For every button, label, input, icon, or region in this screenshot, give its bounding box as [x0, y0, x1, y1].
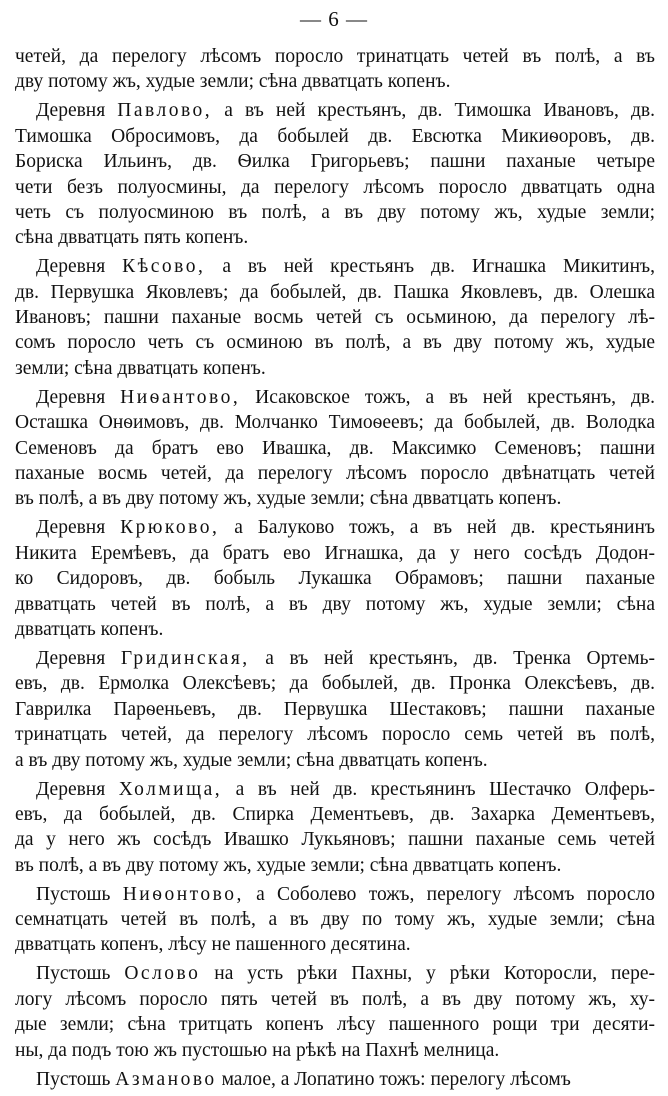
text-line: ны, да подъ тою жъ пустошью на рѣкѣ на Пахнѣ мелница. [15, 1039, 500, 1061]
text-line: тринатцать четей, да перелогу лѣсомъ поросло семь четей въ полѣ, [15, 724, 655, 746]
text-line: двватцать копенъ, лѣсу не пашенного десятина. [15, 934, 411, 956]
page-number: — 6 — [300, 7, 368, 31]
paragraph [15, 44, 655, 95]
text-line: Деревня Гридинская, а въ ней крестьянъ, дв. Тренка Ортемь- [36, 647, 655, 669]
text-line: Пустошь Ниѳонтово, а Соболево тожъ, перелогу лѣсомъ поросло [36, 883, 655, 905]
place-name: Холмища, [118, 778, 223, 800]
place-name: Ослово [124, 963, 201, 985]
paragraph [15, 1067, 655, 1092]
text-line: Семеновъ да братъ ево Ивашка, дв. Максимко Семеновъ; пашни [15, 437, 655, 459]
paragraph [15, 882, 655, 958]
text-line: семнатцать четей въ полѣ, а въ дву по тому жъ, худые земли; сѣна [15, 909, 655, 931]
place-name: Азманово [115, 1068, 217, 1090]
paragraph [15, 98, 655, 250]
text-line: чети безъ полуосмины, да перелогу лѣсомъ поросло двватцать одна [15, 176, 655, 198]
text-line: въ полѣ, а въ дву потому жъ, худые земли; сѣна двватцать копенъ. [15, 854, 562, 876]
place-name: Кѣсово, [122, 256, 206, 278]
text-line: да у него жъ сосѣдъ Ивашко Лукьяновъ; пашни паханые семь четей [15, 829, 655, 851]
paragraph [15, 254, 655, 381]
place-name: Ниѳонтово, [122, 883, 244, 905]
text-line: дву потому жъ, худые земли; сѣна двватцать копенъ. [15, 71, 451, 93]
text-line: въ полѣ, а въ дву потому жъ, худые земли; сѣна двватцать копенъ. [15, 488, 562, 510]
text-line: ко Сидоровъ, дв. бобыль Лукашка Обрамовъ; пашни паханые [15, 568, 655, 590]
place-name: Ниѳантово, [120, 386, 241, 408]
text-line: дв. Первушка Яковлевъ; да бобылей, дв. Пашка Яковлевъ, дв. Олешка [15, 281, 655, 303]
document-body [15, 44, 655, 1096]
place-name: Крюково, [120, 517, 220, 539]
text-line: земли; сѣна двватцать копенъ. [15, 357, 266, 379]
text-line: двватцать четей въ полѣ, а въ дву потому жъ, худые земли; сѣна [15, 593, 655, 615]
place-name: Гридинская, [120, 647, 250, 669]
text-line: евъ, да бобылей, дв. Спирка Дементьевъ, дв. Захарка Дементьевъ, [15, 803, 655, 825]
text-line: Гаврилка Парѳеньевъ, дв. Первушка Шестаковъ; пашни паханые [15, 698, 655, 720]
text-line: Ивановъ; пашни паханые восмь четей съ осьминою, да перелогу лѣ- [15, 307, 655, 329]
text-line: сомъ поросло четь съ осминою въ полѣ, а въ дву потому жъ, худые [15, 332, 655, 354]
text-line: Бориска Ильинъ, дв. Ѳилка Григорьевъ; пашни паханые четыре [15, 151, 655, 173]
paragraph [15, 646, 655, 773]
text-line: Пустошь Ослово на усть рѣки Пахны, у рѣки Которосли, пере- [36, 963, 655, 985]
paragraph [15, 777, 655, 879]
text-line: дые земли; сѣна тритцать копенъ лѣсу пашенного рощи три десяти- [15, 1014, 655, 1036]
text-line: Никита Еремѣевъ, да братъ ево Игнашка, да у него сосѣдъ Додон- [15, 542, 655, 564]
text-line: Тимошка Обросимовъ, да бобылей дв. Евсютка Микиѳоровъ, дв. [15, 125, 655, 147]
text-line: Пустошь Азманово малое, а Лопатино тожъ: перелогу лѣсомъ [36, 1068, 571, 1090]
text-line: Деревня Ниѳантово, Исаковское тожъ, а въ ней крестьянъ, дв. [36, 386, 655, 408]
paragraph [15, 961, 655, 1063]
text-line: а въ дву потому жъ, худые земли; сѣна двватцать копенъ. [15, 749, 488, 771]
text-line: Деревня Холмища, а въ ней дв. крестьянинъ Шестачко Олферь- [36, 778, 655, 800]
text-line: евъ, дв. Ермолка Олексѣевъ; да бобылей, дв. Пронка Олексѣевъ, дв. [15, 673, 655, 695]
text-line: логу лѣсомъ поросло пять четей въ полѣ, а въ дву потому жъ, ху- [15, 988, 655, 1010]
place-name: Павлово, [117, 100, 213, 122]
text-line: паханые восмь четей, да перелогу лѣсомъ поросло двѣнатцать четей [15, 463, 655, 485]
text-line: четь съ полуосминою въ полѣ, а въ дву потому жъ, худые земли; [15, 201, 655, 223]
text-line: Деревня Павлово, а въ ней крестьянъ, дв. Тимошка Ивановъ, дв. [36, 100, 655, 122]
paragraph [15, 515, 655, 642]
text-line: двватцать копенъ. [15, 618, 164, 640]
text-line: Деревня Крюково, а Балуково тожъ, а въ ней дв. крестьянинъ [36, 517, 655, 539]
text-line: Деревня Кѣсово, а въ ней крестьянъ дв. Игнашка Микитинъ, [36, 256, 655, 278]
text-line: Осташка Онѳимовъ, дв. Молчанко Тимоѳеевъ; да бобылей, дв. Володка [15, 412, 655, 434]
text-line: четей, да перелогу лѣсомъ поросло тринатцать четей въ полѣ, а въ [15, 46, 655, 67]
paragraph [15, 385, 655, 512]
text-line: сѣна двватцать пять копенъ. [15, 227, 249, 249]
